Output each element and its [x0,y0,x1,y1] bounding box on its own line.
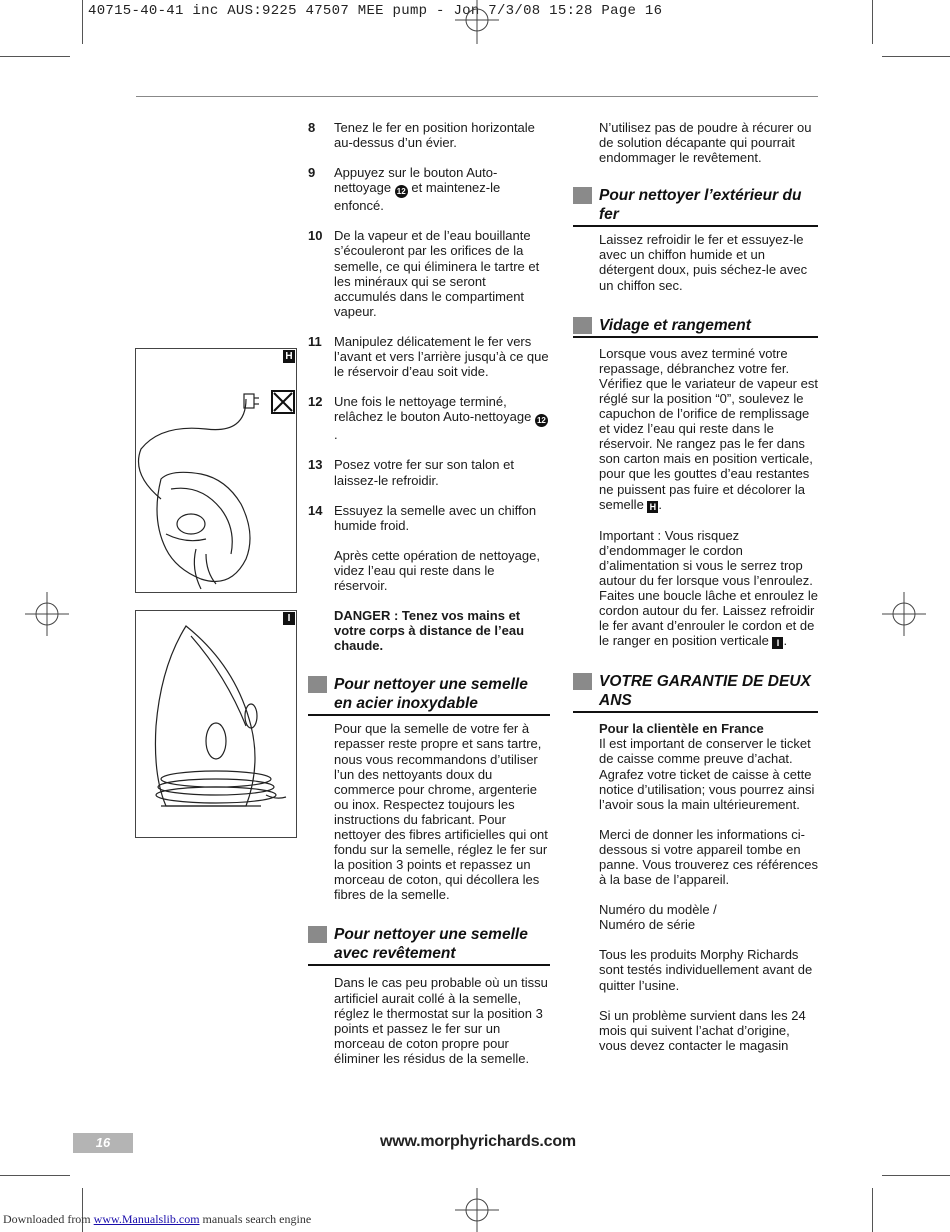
section-heading-exterior [573,186,818,227]
warranty-p5: Si un problème survient dans les 24 mois qui suivent l’achat d’origine, vous devez contacter le magasin [599,1007,806,1053]
storage-body-2: Important : Vous risquez d’endommager le cordon d’alimentation si vous le serrez trop autour du fer lorsque vous l’enroulez. Faites une boucle lâche et enroulez le cordon autour du fer. Laissez refroidir le fer avant d’enrouler le cordon et de le ranger en position verticale I . [599,527,818,649]
model-number-label: Numéro du modèle / [599,902,717,918]
heading-square-icon [573,673,592,690]
crop-mark [0,1175,70,1176]
step-number: 14 [308,502,323,518]
step-text: De la vapeur et de l’eau bouillante s’écouleront par les orifices de la semelle, ce qui éliminera le tartre et les minéraux qui se seront accumulés dans le compartiment vapeur. [334,228,540,319]
step-number: 9 [308,165,316,181]
step-text: Posez votre fer sur son talon et laissez-le refroidir. [334,457,514,488]
danger-warning: DANGER : Tenez vos mains et votre corps à distance de l’eau chaude. [334,608,525,654]
step-11 [308,334,550,379]
page-number: 16 [73,1133,133,1153]
column-left [308,120,550,1081]
section-heading-storage [573,316,818,338]
step-text: Tenez le fer en position horizontale au-dessus d’un évier. [334,120,535,151]
warranty-p4: Tous les produits Morphy Richards sont testés individuellement avant de quitter l’usine. [599,947,813,993]
section-heading-stainless [308,675,550,716]
button-12-badge: 12 [535,414,548,427]
intro-text: N’utilisez pas de poudre à récurer ou de solution décapante qui pourrait endommager le revêtement. [599,120,812,166]
heading-square-icon [308,926,327,943]
figure-h-ref: H [647,501,658,513]
header-rule [136,96,818,97]
storage-body-1: Lorsque vous avez terminé votre repassage, débranchez votre fer. Vérifiez que le variateur de vapeur est réglé sur la position “0”, soulevez le capuchon de l’orifice de remplissage et videz l’eau qui reste dans le réservoir. Ne rangez pas le fer dans son carton mais en position verticale, pour que les gouttes d’eau restantes ne puissent pas fuire et décolorer la semelle H . [599,345,818,512]
figure-label: H [283,350,295,363]
heading-text: Pour nettoyer une semelle avec revêtement [334,926,528,963]
download-footer [3,1212,311,1227]
step-8 [308,120,550,150]
step-number: 10 [308,228,323,244]
unplugged-iron-illustration [136,349,296,592]
heading-text: Pour nettoyer l’extérieur du fer [599,187,802,224]
figure-i [135,610,297,838]
warranty-p1: Il est important de conserver le ticket de caisse comme preuve d’achat. Agrafez votre ticket de caisse à cette notice d’utilisation; vous pourrez ainsi l’avoir sous la main ultérieurement. [599,736,815,812]
warranty-p3 [573,902,818,932]
step-9 [308,165,550,213]
step-text-part: et maintenez-le enfoncé. [334,180,501,214]
registration-mark-icon [455,0,499,44]
section-heading-coated [308,925,550,966]
step-text-part: . [334,427,338,443]
website-url: www.morphyrichards.com [380,1133,576,1150]
crop-mark [882,56,950,57]
warranty-subheading: Pour la clientèle en France [599,721,764,737]
step-text-part: Une fois le nettoyage terminé, relâchez le bouton Auto-nettoyage [334,394,532,425]
registration-mark-icon [455,1188,499,1232]
manualslib-link[interactable]: www.Manualslib.com [93,1212,200,1226]
step-number: 13 [308,457,323,473]
warranty-p2: Merci de donner les informations ci-dessous si votre appareil tombe en panne. Vous trouverez ces références à la base de l’appareil. [599,826,818,888]
step-text [334,165,550,213]
heading-square-icon [573,187,592,204]
figure-i-ref: I [772,637,783,649]
footer-suffix: manuals search engine [199,1212,312,1226]
step-number: 11 [308,333,322,349]
step-10 [308,228,550,319]
crop-mark [0,56,70,57]
step-14 [308,503,550,533]
stored-iron-illustration [136,611,296,837]
column-right [573,120,818,1068]
heading-text: Pour nettoyer une semelle en acier inoxydable [334,676,528,713]
step-number: 12 [308,394,323,410]
serial-number-label: Numéro de série [599,917,696,933]
button-12-badge: 12 [395,185,408,198]
registration-mark-icon [25,592,69,636]
step-text: Essuyez la semelle avec un chiffon humide froid. [334,502,537,533]
crop-mark [882,1175,950,1176]
step-12 [308,394,550,442]
heading-square-icon [573,317,592,334]
step-text-part: Appuyez sur le bouton Auto-nettoyage [334,165,498,196]
step-number: 8 [308,120,316,135]
crop-mark [872,1188,873,1232]
slug-line: 40715-40-41 inc AUS:9225 47507 MEE pump - Jon 7/3/08 15:28 Page 16 [88,3,663,19]
after-cleaning-note: Après cette opération de nettoyage, videz l’eau qui reste dans le réservoir. [334,547,540,593]
figure-label: I [283,612,295,625]
exterior-body: Laissez refroidir le fer et essuyez-le avec un chiffon humide et un détergent doux, puis séchez-le avec un chiffon sec. [599,232,808,293]
step-13 [308,457,550,487]
storage-text: Lorsque vous avez terminé votre repassage, débranchez votre fer. Vérifiez que le variateur de vapeur est réglé sur la position “0”, soulevez le capuchon de l’orifice de remplissage et videz l’eau qui reste dans le réservoir. Ne rangez pas le fer dans son carton mais en position verticale, pour que les gouttes d’eau restantes ne puissent pas fuire et décolorer la semelle [599,345,818,512]
heading-text: VOTRE GARANTIE DE DEUX ANS [599,673,811,710]
step-text [334,394,550,442]
crop-mark [872,0,873,44]
coated-body: Dans le cas peu probable où un tissu artificiel aurait collé à la semelle, réglez le thermostat sur la position 3 points et passez le fer sur un morceau de coton propre pour éliminer les résidus de la semelle. [334,975,548,1066]
stainless-body: Pour que la semelle de votre fer à repasser reste propre et sans tartre, nous vous recommandons d’utiliser l’un des nettoyants doux du commerce pour chrome, argenterie ou inox. Respectez toujours les instructions du fabricant. Pour nettoyer des fibres artificielles qui ont fondu sur la semelle, réglez le fer sur la position 3 points et repassez un morceau de coton, qui décollera les fibres de la semelle. [334,721,548,903]
crop-mark [82,0,83,44]
footer-prefix: Downloaded from [3,1212,94,1226]
section-heading-warranty [573,672,818,713]
step-text: Manipulez délicatement le fer vers l’avant et vers l’arrière jusqu’à ce que le réservoir d’eau soit vide. [334,333,549,380]
figure-h [135,348,297,593]
heading-square-icon [308,676,327,693]
registration-mark-icon [882,592,926,636]
storage-text: Important : Vous risquez d’endommager le cordon d’alimentation si vous le serrez trop autour du fer lorsque vous l’enroulez. Faites une boucle lâche et enroulez le cordon autour du fer. Laissez refroidir le fer avant d’enrouler le cordon et de le ranger en position verticale [599,527,818,649]
heading-text: Vidage et rangement [599,316,751,334]
